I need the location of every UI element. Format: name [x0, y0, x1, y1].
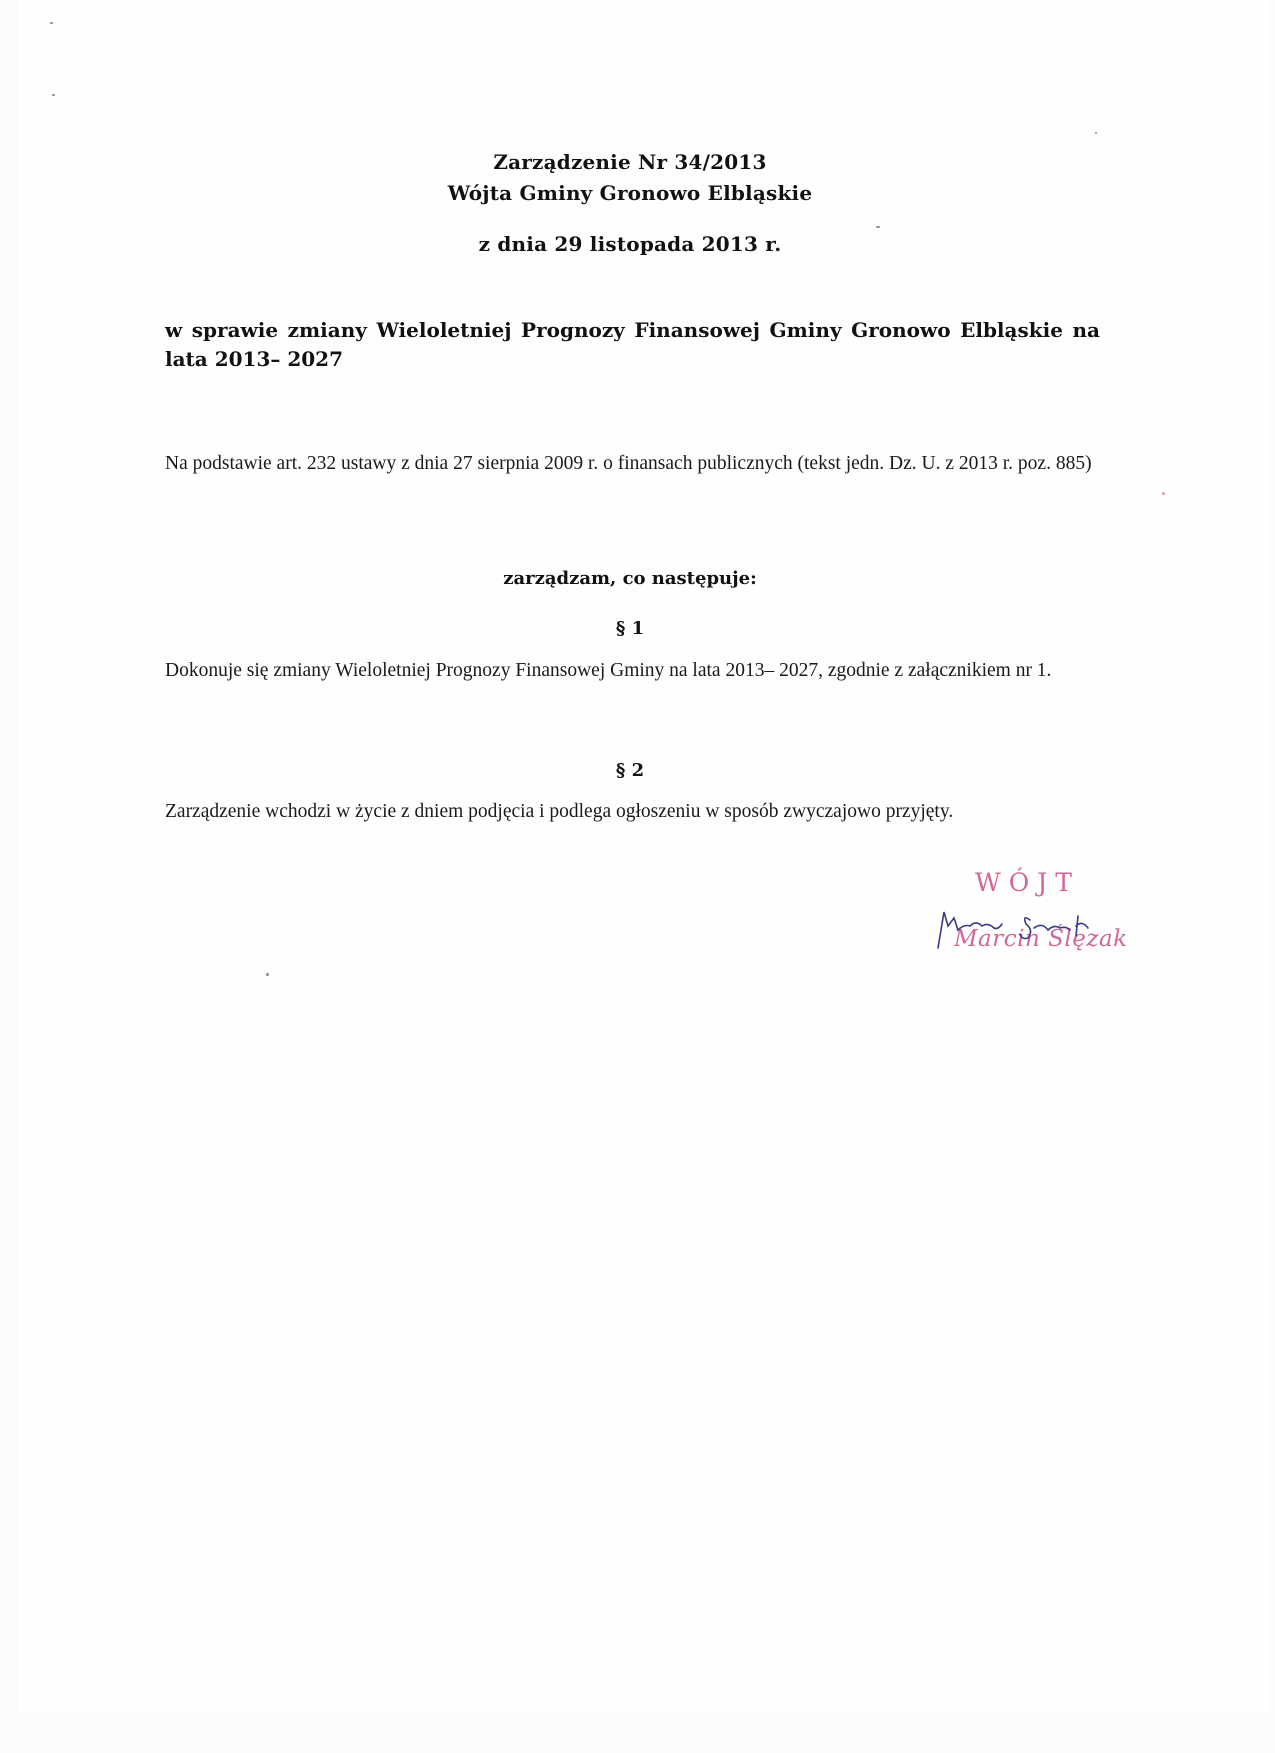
signature-stroke-2: [1020, 916, 1088, 939]
document-title: Zarządzenie Nr 34/2013: [493, 150, 767, 174]
handwritten-signature: [930, 900, 1120, 960]
signature-stroke-1: [938, 912, 1002, 948]
section-2-number: § 2: [615, 760, 645, 781]
scan-speck: [1095, 132, 1097, 134]
legal-basis: Na podstawie art. 232 ustawy z dnia 27 sierpnia 2009 r. o finansach publicznych (tekst jedn. Dz. U. z 2013 r. poz. 885): [165, 453, 1092, 474]
section-1-number: § 1: [615, 618, 645, 639]
scan-speck: [876, 226, 880, 228]
scan-speck: [1162, 492, 1165, 495]
section-2-text: Zarządzenie wchodzi w życie z dniem podjęcia i podlega ogłoszeniu w sposób zwyczajowo przyjęty.: [165, 801, 954, 822]
decree-line: zarządzam, co następuje:: [503, 568, 757, 589]
stamp-name: Marcin Ślęzak: [954, 926, 1128, 952]
section-1-text: Dokonuje się zmiany Wieloletniej Prognozy Finansowej Gminy na lata 2013– 2027, zgodnie z załącznikiem nr 1.: [165, 660, 1052, 681]
scan-speck: [266, 973, 269, 976]
scan-speck: [52, 94, 55, 96]
scan-speck: [50, 22, 53, 24]
document-subject: w sprawie zmiany Wieloletniej Prognozy Finansowej Gminy Gronowo Elbląskie na lata 2013– 2027: [165, 318, 1100, 371]
issuing-authority: Wójta Gminy Gronowo Elbląskie: [447, 181, 813, 205]
document-date: z dnia 29 listopada 2013 r.: [478, 232, 782, 256]
stamp-title: WÓJT: [975, 868, 1080, 897]
